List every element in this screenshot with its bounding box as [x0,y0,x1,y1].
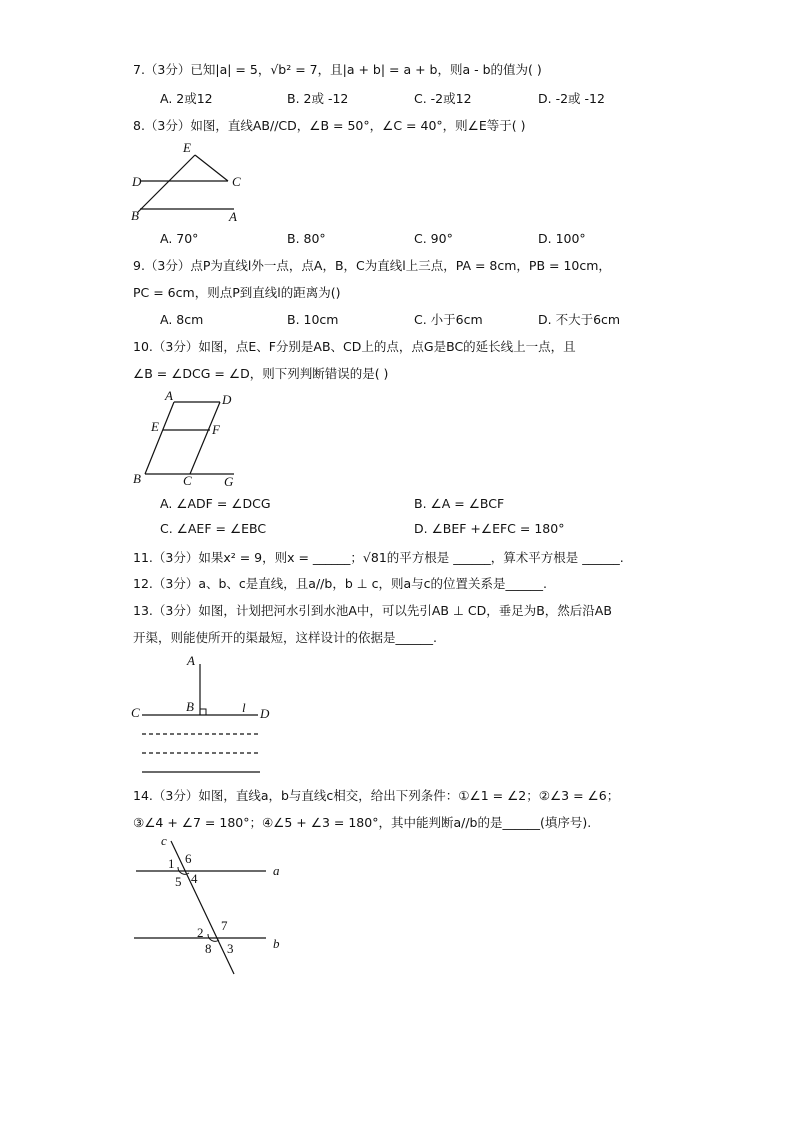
question-7-option-b: B. 2或 -12 [287,91,349,106]
line-dc [190,402,220,474]
question-10-option-a: A. ∠ADF = ∠DCG [160,496,271,511]
label-b: B [133,471,141,486]
question-12-stem: 12.（3分）a、b、c是直线，且a//b，b ⊥ c，则a与c的位置关系是______. [133,576,547,591]
question-8-option-a: A. 70° [160,231,199,246]
question-10-figure [128,388,248,492]
label-c: c [161,833,167,848]
right-angle-mark [200,709,206,715]
line-be [138,155,195,212]
question-14-stem-line-2: ③∠4 + ∠7 = 180°；④∠5 + ∠3 = 180°，其中能判断a//b的是______(填序号). [133,815,592,830]
question-7-option-d: D. -2或 -12 [538,91,605,106]
label-b: b [273,936,280,951]
angle-label-6: 6 [185,851,192,866]
label-b: B [186,699,194,714]
question-10-option-b: B. ∠A = ∠BCF [414,496,505,511]
label-c: C [183,473,192,488]
question-10-stem-line-2: ∠B = ∠DCG = ∠D，则下列判断错误的是( ) [133,366,389,381]
line-ec [195,155,228,181]
label-c: C [131,705,140,720]
angle-label-4: 4 [191,871,198,886]
question-9-option-b: B. 10cm [287,312,339,327]
question-7-option-c: C. -2或12 [414,91,472,106]
question-7-option-a: A. 2或12 [160,91,213,106]
question-10-option-c: C. ∠AEF = ∠EBC [160,521,267,536]
label-a: A [165,388,173,403]
angle-label-8: 8 [205,941,212,956]
label-a: A [229,209,237,224]
question-13-figure [128,652,278,776]
question-10-option-d: D. ∠BEF +∠EFC = 180° [414,521,565,536]
question-8-option-b: B. 80° [287,231,326,246]
question-8-figure [128,138,258,226]
angle-label-5: 5 [175,874,182,889]
label-d: D [260,706,270,721]
angle-label-3: 3 [227,941,234,956]
question-9-option-a: A. 8cm [160,312,204,327]
question-9-stem-line-2: PC = 6cm，则点P到直线l的距离为() [133,285,341,300]
question-13-stem-line-2: 开渠，则能使所开的渠最短，这样设计的依据是______. [133,630,437,645]
question-10-stem-line-1: 10.（3分）如图，点E、F分别是AB、CD上的点，点G是BC的延长线上一点，且 [133,339,576,354]
label-b: B [131,208,139,223]
angle-label-7: 7 [221,918,228,933]
label-d: D [222,392,232,407]
label-l: l [242,700,246,715]
label-e: E [183,140,191,155]
question-11-stem: 11.（3分）如果x² = 9，则x = ______；√81的平方根是 ______，算术平方根是 ______. [133,550,624,565]
label-f: F [212,422,220,437]
label-a: a [273,863,280,878]
angle-label-2: 2 [197,925,204,940]
question-7-stem: 7.（3分）已知|a| = 5，√b² = 7，且|a + b| = a + b，则a - b的值为( ) [133,62,542,77]
question-14-stem-line-1: 14.（3分）如图，直线a，b与直线c相交，给出下列条件：①∠1 = ∠2；②∠3 = ∠6； [133,788,620,803]
question-8-stem: 8.（3分）如图，直线AB//CD，∠B = 50°，∠C = 40°，则∠E等于( ) [133,118,526,133]
angle-label-1: 1 [168,856,175,871]
question-9-option-d: D. 不大于6cm [538,312,621,327]
label-e: E [151,419,159,434]
label-d: D [132,174,142,189]
question-8-option-c: C. 90° [414,231,453,246]
label-a: A [187,653,195,668]
line-ab [145,402,174,474]
label-c: C [232,174,241,189]
line-c [171,841,234,974]
question-9-stem-line-1: 9.（3分）点P为直线l外一点，点A，B，C为直线l上三点，PA = 8cm，PB = 10cm， [133,258,611,273]
label-g: G [224,474,234,489]
question-14-figure [128,833,288,978]
question-8-option-d: D. 100° [538,231,586,246]
question-13-stem-line-1: 13.（3分）如图，计划把河水引到水池A中，可以先引AB ⊥ CD，垂足为B，然后沿AB [133,603,612,618]
question-9-option-c: C. 小于6cm [414,312,483,327]
